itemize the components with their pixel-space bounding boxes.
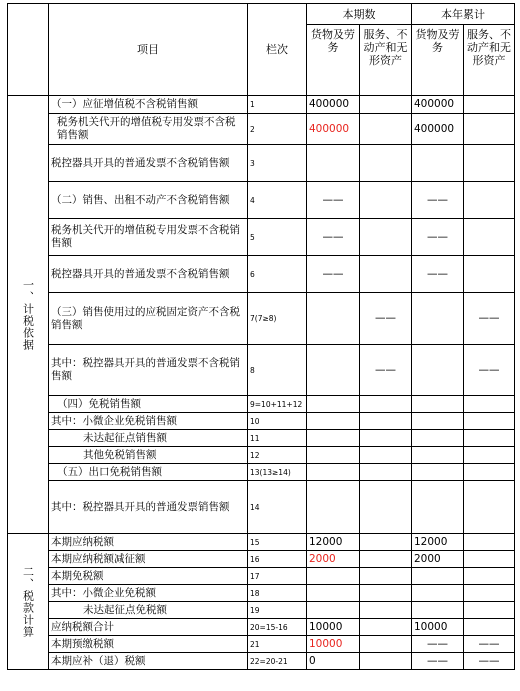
- cell-ytd-goods: [412, 145, 464, 182]
- cell-ytd-goods: [412, 585, 464, 602]
- cell-cur-goods: ——: [307, 256, 360, 293]
- row-column-no: 21: [248, 636, 307, 653]
- cell-cur-goods: [307, 145, 360, 182]
- header-column-no: 栏次: [248, 4, 307, 96]
- cell-ytd-goods: [412, 345, 464, 396]
- header-ytd-services: 服务、不动产和无形资产: [464, 25, 515, 96]
- cell-cur-serv: [360, 219, 412, 256]
- header-item: 项目: [49, 4, 248, 96]
- table-row: [8, 602, 515, 619]
- cell-cur-serv: [360, 182, 412, 219]
- row-column-no: 11: [248, 430, 307, 447]
- cell-ytd-goods: ——: [412, 653, 464, 670]
- cell-ytd-goods: ——: [412, 219, 464, 256]
- cell-ytd-serv: [464, 534, 515, 551]
- table-row: [8, 413, 515, 430]
- row-column-no: 6: [248, 256, 307, 293]
- row-label: 税控器具开具的普通发票不含税销售额: [49, 256, 248, 293]
- header-row-top: [8, 4, 515, 25]
- cell-cur-serv: [360, 568, 412, 585]
- table-row: [8, 636, 515, 653]
- row-column-no: 17: [248, 568, 307, 585]
- cell-cur-goods: [307, 413, 360, 430]
- cell-cur-serv: [360, 619, 412, 636]
- cell-ytd-serv: ——: [464, 653, 515, 670]
- cell-cur-serv: ——: [360, 345, 412, 396]
- cell-ytd-goods: 2000: [412, 551, 464, 568]
- cell-ytd-goods: [412, 568, 464, 585]
- row-column-no: 20=15-16: [248, 619, 307, 636]
- header-year-to-date: 本年累计: [412, 4, 515, 25]
- row-column-no: 19: [248, 602, 307, 619]
- cell-cur-serv: [360, 413, 412, 430]
- cell-cur-serv: [360, 481, 412, 534]
- row-column-no: 8: [248, 345, 307, 396]
- table-row: [8, 653, 515, 670]
- header-ytd-goods: 货物及劳务: [412, 25, 464, 96]
- cell-cur-serv: [360, 551, 412, 568]
- cell-cur-serv: [360, 534, 412, 551]
- cell-ytd-serv: [464, 219, 515, 256]
- table-row: [8, 219, 515, 256]
- cell-ytd-serv: [464, 447, 515, 464]
- cell-ytd-serv: [464, 430, 515, 447]
- cell-ytd-goods: 400000: [412, 114, 464, 145]
- cell-cur-goods: 0: [307, 653, 360, 670]
- table-row: [8, 619, 515, 636]
- vat-return-table: [7, 3, 515, 670]
- row-column-no: 18: [248, 585, 307, 602]
- cell-cur-serv: [360, 464, 412, 481]
- cell-ytd-goods: 10000: [412, 619, 464, 636]
- row-label: 其中：小微企业免税销售额: [49, 413, 248, 430]
- cell-ytd-serv: [464, 464, 515, 481]
- row-label: （五）出口免税销售额: [49, 464, 248, 481]
- row-column-no: 2: [248, 114, 307, 145]
- cell-ytd-serv: [464, 481, 515, 534]
- cell-ytd-goods: [412, 396, 464, 413]
- cell-cur-serv: [360, 145, 412, 182]
- cell-ytd-serv: [464, 568, 515, 585]
- row-label: 税务机关代开的增值税专用发票不含税销售额: [49, 219, 248, 256]
- cell-ytd-serv: ——: [464, 636, 515, 653]
- row-column-no: 10: [248, 413, 307, 430]
- row-column-no: 16: [248, 551, 307, 568]
- cell-cur-goods: [307, 396, 360, 413]
- cell-cur-goods: [307, 345, 360, 396]
- cell-ytd-serv: [464, 585, 515, 602]
- cell-ytd-serv: [464, 96, 515, 114]
- cell-ytd-goods: 400000: [412, 96, 464, 114]
- row-label: （二）销售、出租不动产不含税销售额: [49, 182, 248, 219]
- cell-cur-goods: 10000: [307, 636, 360, 653]
- table-row: [8, 568, 515, 585]
- cell-ytd-goods: [412, 430, 464, 447]
- cell-cur-goods: 400000: [307, 114, 360, 145]
- cell-ytd-serv: [464, 396, 515, 413]
- cell-cur-goods: ——: [307, 219, 360, 256]
- cell-cur-goods: 400000: [307, 96, 360, 114]
- header-cur-services: 服务、不动产和无形资产: [360, 25, 412, 96]
- row-column-no: 13(13≥14): [248, 464, 307, 481]
- row-label: 税务机关代开的增值税专用发票不含税销售额: [49, 114, 248, 145]
- row-column-no: 7(7≥8): [248, 293, 307, 345]
- table-row: [8, 481, 515, 534]
- cell-cur-goods: [307, 464, 360, 481]
- row-label: （四）免税销售额: [49, 396, 248, 413]
- table-row: [8, 293, 515, 345]
- cell-ytd-goods: [412, 447, 464, 464]
- cell-ytd-goods: ——: [412, 636, 464, 653]
- row-label: 其中：税控器具开具的普通发票销售额: [49, 481, 248, 534]
- cell-ytd-goods: ——: [412, 182, 464, 219]
- table-row: [8, 145, 515, 182]
- cell-ytd-serv: [464, 413, 515, 430]
- cell-ytd-serv: ——: [464, 345, 515, 396]
- row-label: 本期预缴税额: [49, 636, 248, 653]
- cell-ytd-goods: [412, 602, 464, 619]
- row-column-no: 12: [248, 447, 307, 464]
- table-row: [8, 534, 515, 551]
- table-row: [8, 182, 515, 219]
- row-label: 税控器具开具的普通发票不含税销售额: [49, 145, 248, 182]
- cell-ytd-serv: [464, 602, 515, 619]
- table-row: [8, 430, 515, 447]
- row-label: 其中：税控器具开具的普通发票不含税销售额: [49, 345, 248, 396]
- row-label: 本期应补（退）税额: [49, 653, 248, 670]
- cell-ytd-serv: [464, 114, 515, 145]
- row-column-no: 3: [248, 145, 307, 182]
- row-label: （一）应征增值税不含税销售额: [49, 96, 248, 114]
- row-column-no: 14: [248, 481, 307, 534]
- table-row: [8, 551, 515, 568]
- cell-ytd-serv: [464, 551, 515, 568]
- row-label: 未达起征点销售额: [49, 430, 248, 447]
- cell-cur-goods: [307, 447, 360, 464]
- cell-cur-goods: 12000: [307, 534, 360, 551]
- row-label: 未达起征点免税额: [49, 602, 248, 619]
- cell-cur-serv: [360, 96, 412, 114]
- cell-cur-serv: [360, 430, 412, 447]
- cell-cur-serv: [360, 256, 412, 293]
- row-label: 本期免税额: [49, 568, 248, 585]
- table-row: [8, 96, 515, 114]
- cell-ytd-goods: 12000: [412, 534, 464, 551]
- cell-cur-goods: [307, 602, 360, 619]
- cell-cur-goods: 2000: [307, 551, 360, 568]
- cell-ytd-serv: [464, 256, 515, 293]
- header-current-period: 本期数: [307, 4, 412, 25]
- row-column-no: 5: [248, 219, 307, 256]
- cell-ytd-goods: [412, 293, 464, 345]
- cell-cur-goods: [307, 568, 360, 585]
- section-basis-label: 一、计税依据: [8, 96, 49, 534]
- cell-cur-serv: [360, 114, 412, 145]
- cell-cur-serv: [360, 636, 412, 653]
- cell-ytd-serv: [464, 182, 515, 219]
- cell-cur-serv: [360, 585, 412, 602]
- table-row: [8, 585, 515, 602]
- cell-ytd-goods: [412, 481, 464, 534]
- row-column-no: 22=20-21: [248, 653, 307, 670]
- cell-ytd-goods: [412, 413, 464, 430]
- header-cur-goods: 货物及劳务: [307, 25, 360, 96]
- table-row: [8, 464, 515, 481]
- cell-cur-goods: [307, 430, 360, 447]
- row-label: 其中：小微企业免税额: [49, 585, 248, 602]
- row-column-no: 15: [248, 534, 307, 551]
- row-column-no: 4: [248, 182, 307, 219]
- row-label: 本期应纳税额: [49, 534, 248, 551]
- cell-cur-goods: 10000: [307, 619, 360, 636]
- cell-cur-serv: [360, 396, 412, 413]
- cell-cur-serv: [360, 602, 412, 619]
- cell-cur-serv: [360, 447, 412, 464]
- table-row: [8, 114, 515, 145]
- row-label: 其他免税销售额: [49, 447, 248, 464]
- cell-cur-serv: ——: [360, 293, 412, 345]
- table-row: [8, 396, 515, 413]
- cell-ytd-serv: [464, 619, 515, 636]
- cell-cur-goods: [307, 293, 360, 345]
- cell-ytd-goods: [412, 464, 464, 481]
- row-column-no: 9=10+11+12: [248, 396, 307, 413]
- header-blank-cell: [8, 4, 49, 96]
- table-row: [8, 447, 515, 464]
- cell-cur-goods: [307, 585, 360, 602]
- section-calculation-label: 二、税款计算: [8, 534, 49, 670]
- cell-ytd-goods: ——: [412, 256, 464, 293]
- cell-cur-goods: ——: [307, 182, 360, 219]
- row-label: 本期应纳税额减征额: [49, 551, 248, 568]
- cell-ytd-serv: [464, 145, 515, 182]
- cell-cur-serv: [360, 653, 412, 670]
- row-label: 应纳税额合计: [49, 619, 248, 636]
- cell-cur-goods: [307, 481, 360, 534]
- row-label: （三）销售使用过的应税固定资产不含税销售额: [49, 293, 248, 345]
- row-column-no: 1: [248, 96, 307, 114]
- table-row: [8, 256, 515, 293]
- cell-ytd-serv: ——: [464, 293, 515, 345]
- table-row: [8, 345, 515, 396]
